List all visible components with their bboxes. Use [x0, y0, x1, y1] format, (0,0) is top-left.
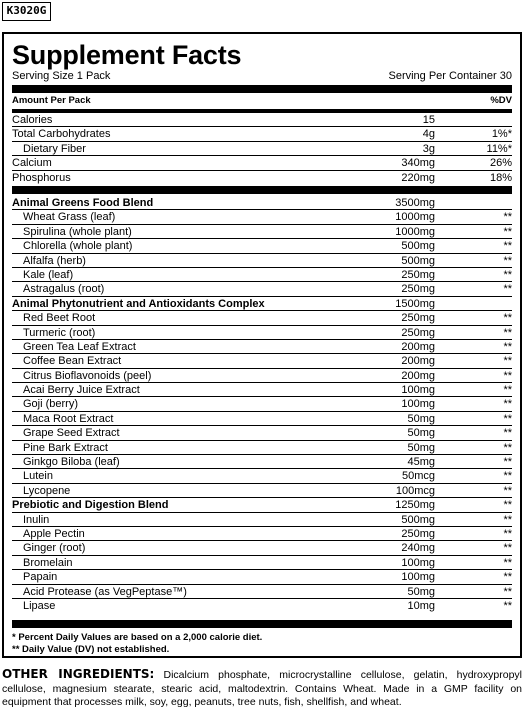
dv-header: %DV [490, 95, 512, 106]
ingredient-amount: 10mg [407, 599, 435, 612]
ingredient-amount: 1250mg [395, 499, 435, 512]
ingredient-dv: ** [503, 283, 512, 296]
ingredient-dv: ** [503, 599, 512, 612]
ingredient-dv: ** [503, 340, 512, 353]
ingredient-dv: 26% [489, 157, 512, 170]
ingredient-amount: 50mg [407, 441, 435, 454]
ingredient-name: Lutein [23, 470, 53, 483]
footnotes [12, 632, 262, 656]
ingredient-row [12, 354, 512, 368]
ingredient-row [12, 171, 512, 185]
ingredient-name: Goji (berry) [23, 398, 79, 411]
ingredient-dv: ** [503, 412, 512, 425]
ingredient-row [12, 225, 512, 239]
other-ingredients [2, 668, 522, 710]
ingredient-row [12, 254, 512, 268]
ingredient-name: Spirulina (whole plant) [23, 225, 132, 238]
ingredient-row [12, 369, 512, 383]
ingredient-row [12, 340, 512, 354]
ingredient-amount: 100mcg [395, 484, 435, 497]
ingredient-dv: ** [503, 499, 512, 512]
ingredient-dv: ** [503, 211, 512, 224]
ingredient-name: Dietary Fiber [23, 142, 86, 155]
ingredient-amount: 500mg [401, 513, 435, 526]
ingredient-name: Calories [12, 114, 53, 126]
ingredient-row [12, 455, 512, 469]
ingredient-name: Lipase [23, 599, 56, 612]
other-ingredients-text: Dicalcium phosphate, microcrystalline cellulose, gelatin, hydroxypropyl cellulose, magnesium stearate, stearic acid, maltodextrin. Contains Wheat. Made in a GMP facility on equipment that processes milk, soy, egg, peanuts, tree nuts, fish, shellfish, and wheat. [2, 669, 522, 708]
ingredient-dv: ** [503, 312, 512, 325]
ingredient-name: Alfalfa (herb) [23, 254, 86, 267]
ingredient-name: Coffee Bean Extract [23, 355, 122, 368]
ingredient-amount: 3500mg [395, 197, 435, 209]
ingredient-dv: ** [503, 369, 512, 382]
ingredient-name: Turmeric (root) [23, 326, 96, 339]
ingredient-amount: 500mg [401, 240, 435, 253]
blend-row [12, 297, 512, 311]
ingredient-dv: ** [503, 254, 512, 267]
ingredient-name: Citrus Bioflavonoids (peel) [23, 369, 152, 382]
ingredient-row [12, 484, 512, 498]
ingredient-amount: 3g [422, 142, 435, 155]
ingredient-row [12, 513, 512, 527]
ingredient-name: Red Beet Root [23, 312, 96, 325]
blend-list [12, 196, 512, 613]
ingredient-amount: 100mg [401, 384, 435, 397]
blend-row [12, 196, 512, 210]
ingredient-name: Apple Pectin [23, 527, 85, 540]
ingredient-dv: ** [503, 225, 512, 238]
ingredient-row [12, 210, 512, 224]
ingredient-row [12, 113, 512, 127]
ingredient-row [12, 156, 512, 170]
ingredient-row [12, 282, 512, 296]
ingredient-amount: 220mg [401, 171, 435, 184]
ingredient-amount: 250mg [401, 268, 435, 281]
ingredient-name: Inulin [23, 513, 50, 526]
ingredient-dv: ** [503, 240, 512, 253]
ingredient-name: Bromelain [23, 556, 73, 569]
footnote-dv: * Percent Daily Values are based on a 2,000 calorie diet. [12, 632, 263, 643]
thick-divider-top [12, 85, 512, 93]
ingredient-dv: ** [503, 326, 512, 339]
ingredient-name: Astragalus (root) [23, 283, 105, 296]
ingredient-name: Kale (leaf) [23, 268, 74, 281]
thick-divider-mid [12, 186, 512, 194]
ingredient-dv: 18% [489, 171, 512, 184]
supplement-facts-panel [2, 32, 522, 658]
ingredient-amount: 340mg [401, 157, 435, 170]
ingredient-dv: ** [503, 398, 512, 411]
ingredient-dv: ** [503, 384, 512, 397]
ingredient-amount: 250mg [401, 326, 435, 339]
ingredient-row [12, 599, 512, 613]
ingredient-row [12, 412, 512, 426]
ingredient-amount: 200mg [401, 355, 435, 368]
ingredient-name: Wheat Grass (leaf) [23, 211, 116, 224]
ingredient-amount: 500mg [401, 254, 435, 267]
ingredient-row [12, 570, 512, 584]
ingredient-amount: 1500mg [395, 297, 435, 310]
product-code: K3020G [2, 2, 51, 21]
ingredient-amount: 50mg [407, 412, 435, 425]
ingredient-name: Papain [23, 571, 58, 584]
ingredient-name: Grape Seed Extract [23, 427, 120, 440]
ingredient-dv: ** [503, 470, 512, 483]
ingredient-amount: 50mg [407, 427, 435, 440]
ingredient-row [12, 326, 512, 340]
ingredient-name: Acai Berry Juice Extract [23, 384, 140, 397]
ingredient-row [12, 426, 512, 440]
ingredient-dv: ** [503, 585, 512, 598]
ingredient-dv: 11%* [486, 142, 512, 155]
ingredient-dv: ** [503, 513, 512, 526]
thick-divider-bottom [12, 620, 512, 628]
ingredient-amount: 100mg [401, 571, 435, 584]
ingredient-row [12, 397, 512, 411]
ingredient-amount: 250mg [401, 283, 435, 296]
ingredient-dv: 1%* [491, 128, 512, 141]
ingredient-row [12, 469, 512, 483]
ingredient-row [12, 585, 512, 599]
ingredient-name: Calcium [12, 157, 52, 170]
ingredient-name: Chlorella (whole plant) [23, 240, 133, 253]
ingredient-name: Acid Protease (as VegPeptase™) [23, 585, 187, 598]
ingredient-amount: 1000mg [395, 225, 435, 238]
column-header [12, 94, 512, 108]
ingredient-amount: 15 [422, 114, 435, 126]
ingredient-dv: ** [503, 427, 512, 440]
ingredient-name: Maca Root Extract [23, 412, 114, 425]
ingredient-dv: ** [503, 355, 512, 368]
ingredient-row [12, 142, 512, 156]
ingredient-row [12, 311, 512, 325]
ingredient-amount: 4g [422, 128, 435, 141]
ingredient-name: Phosphorus [12, 171, 71, 184]
ingredient-amount: 240mg [401, 542, 435, 555]
ingredient-name: Pine Bark Extract [23, 441, 108, 454]
ingredient-dv: ** [503, 456, 512, 469]
ingredient-dv: ** [503, 484, 512, 497]
ingredient-dv: ** [503, 571, 512, 584]
serving-size: Serving Size 1 Pack [12, 70, 111, 82]
ingredient-name: Green Tea Leaf Extract [23, 340, 136, 353]
ingredient-name: Animal Phytonutrient and Antioxidants Complex [12, 297, 265, 310]
ingredient-amount: 200mg [401, 369, 435, 382]
servings-per-container: Serving Per Container 30 [388, 70, 512, 82]
ingredient-dv: ** [503, 441, 512, 454]
ingredient-amount: 50mcg [401, 470, 435, 483]
footnote-not-established: ** Daily Value (DV) not established. [12, 644, 170, 655]
ingredient-dv: ** [503, 527, 512, 540]
ingredient-row [12, 441, 512, 455]
ingredient-name: Ginger (root) [23, 542, 86, 555]
ingredient-dv: ** [503, 542, 512, 555]
ingredient-amount: 100mg [401, 398, 435, 411]
blend-row [12, 498, 512, 512]
panel-title: Supplement Facts [12, 40, 242, 70]
ingredient-row [12, 268, 512, 282]
ingredient-row [12, 527, 512, 541]
ingredient-dv: ** [503, 268, 512, 281]
ingredient-amount: 1000mg [395, 211, 435, 224]
nutrient-list [12, 113, 512, 185]
ingredient-row [12, 239, 512, 253]
ingredient-row [12, 556, 512, 570]
ingredient-row [12, 127, 512, 141]
ingredient-name: Lycopene [23, 484, 71, 497]
ingredient-amount: 45mg [407, 456, 435, 469]
ingredient-amount: 250mg [401, 312, 435, 325]
ingredient-amount: 50mg [407, 585, 435, 598]
ingredient-dv: ** [503, 556, 512, 569]
ingredient-name: Total Carbohydrates [12, 128, 111, 141]
ingredient-amount: 250mg [401, 527, 435, 540]
ingredient-amount: 200mg [401, 340, 435, 353]
ingredient-name: Prebiotic and Digestion Blend [12, 499, 169, 512]
ingredient-row [12, 383, 512, 397]
amount-header: Amount Per Pack [12, 95, 91, 106]
ingredient-row [12, 541, 512, 555]
ingredient-name: Ginkgo Biloba (leaf) [23, 456, 120, 469]
other-ingredients-label: OTHER INGREDIENTS: [2, 667, 155, 681]
ingredient-name: Animal Greens Food Blend [12, 197, 154, 209]
ingredient-amount: 100mg [401, 556, 435, 569]
